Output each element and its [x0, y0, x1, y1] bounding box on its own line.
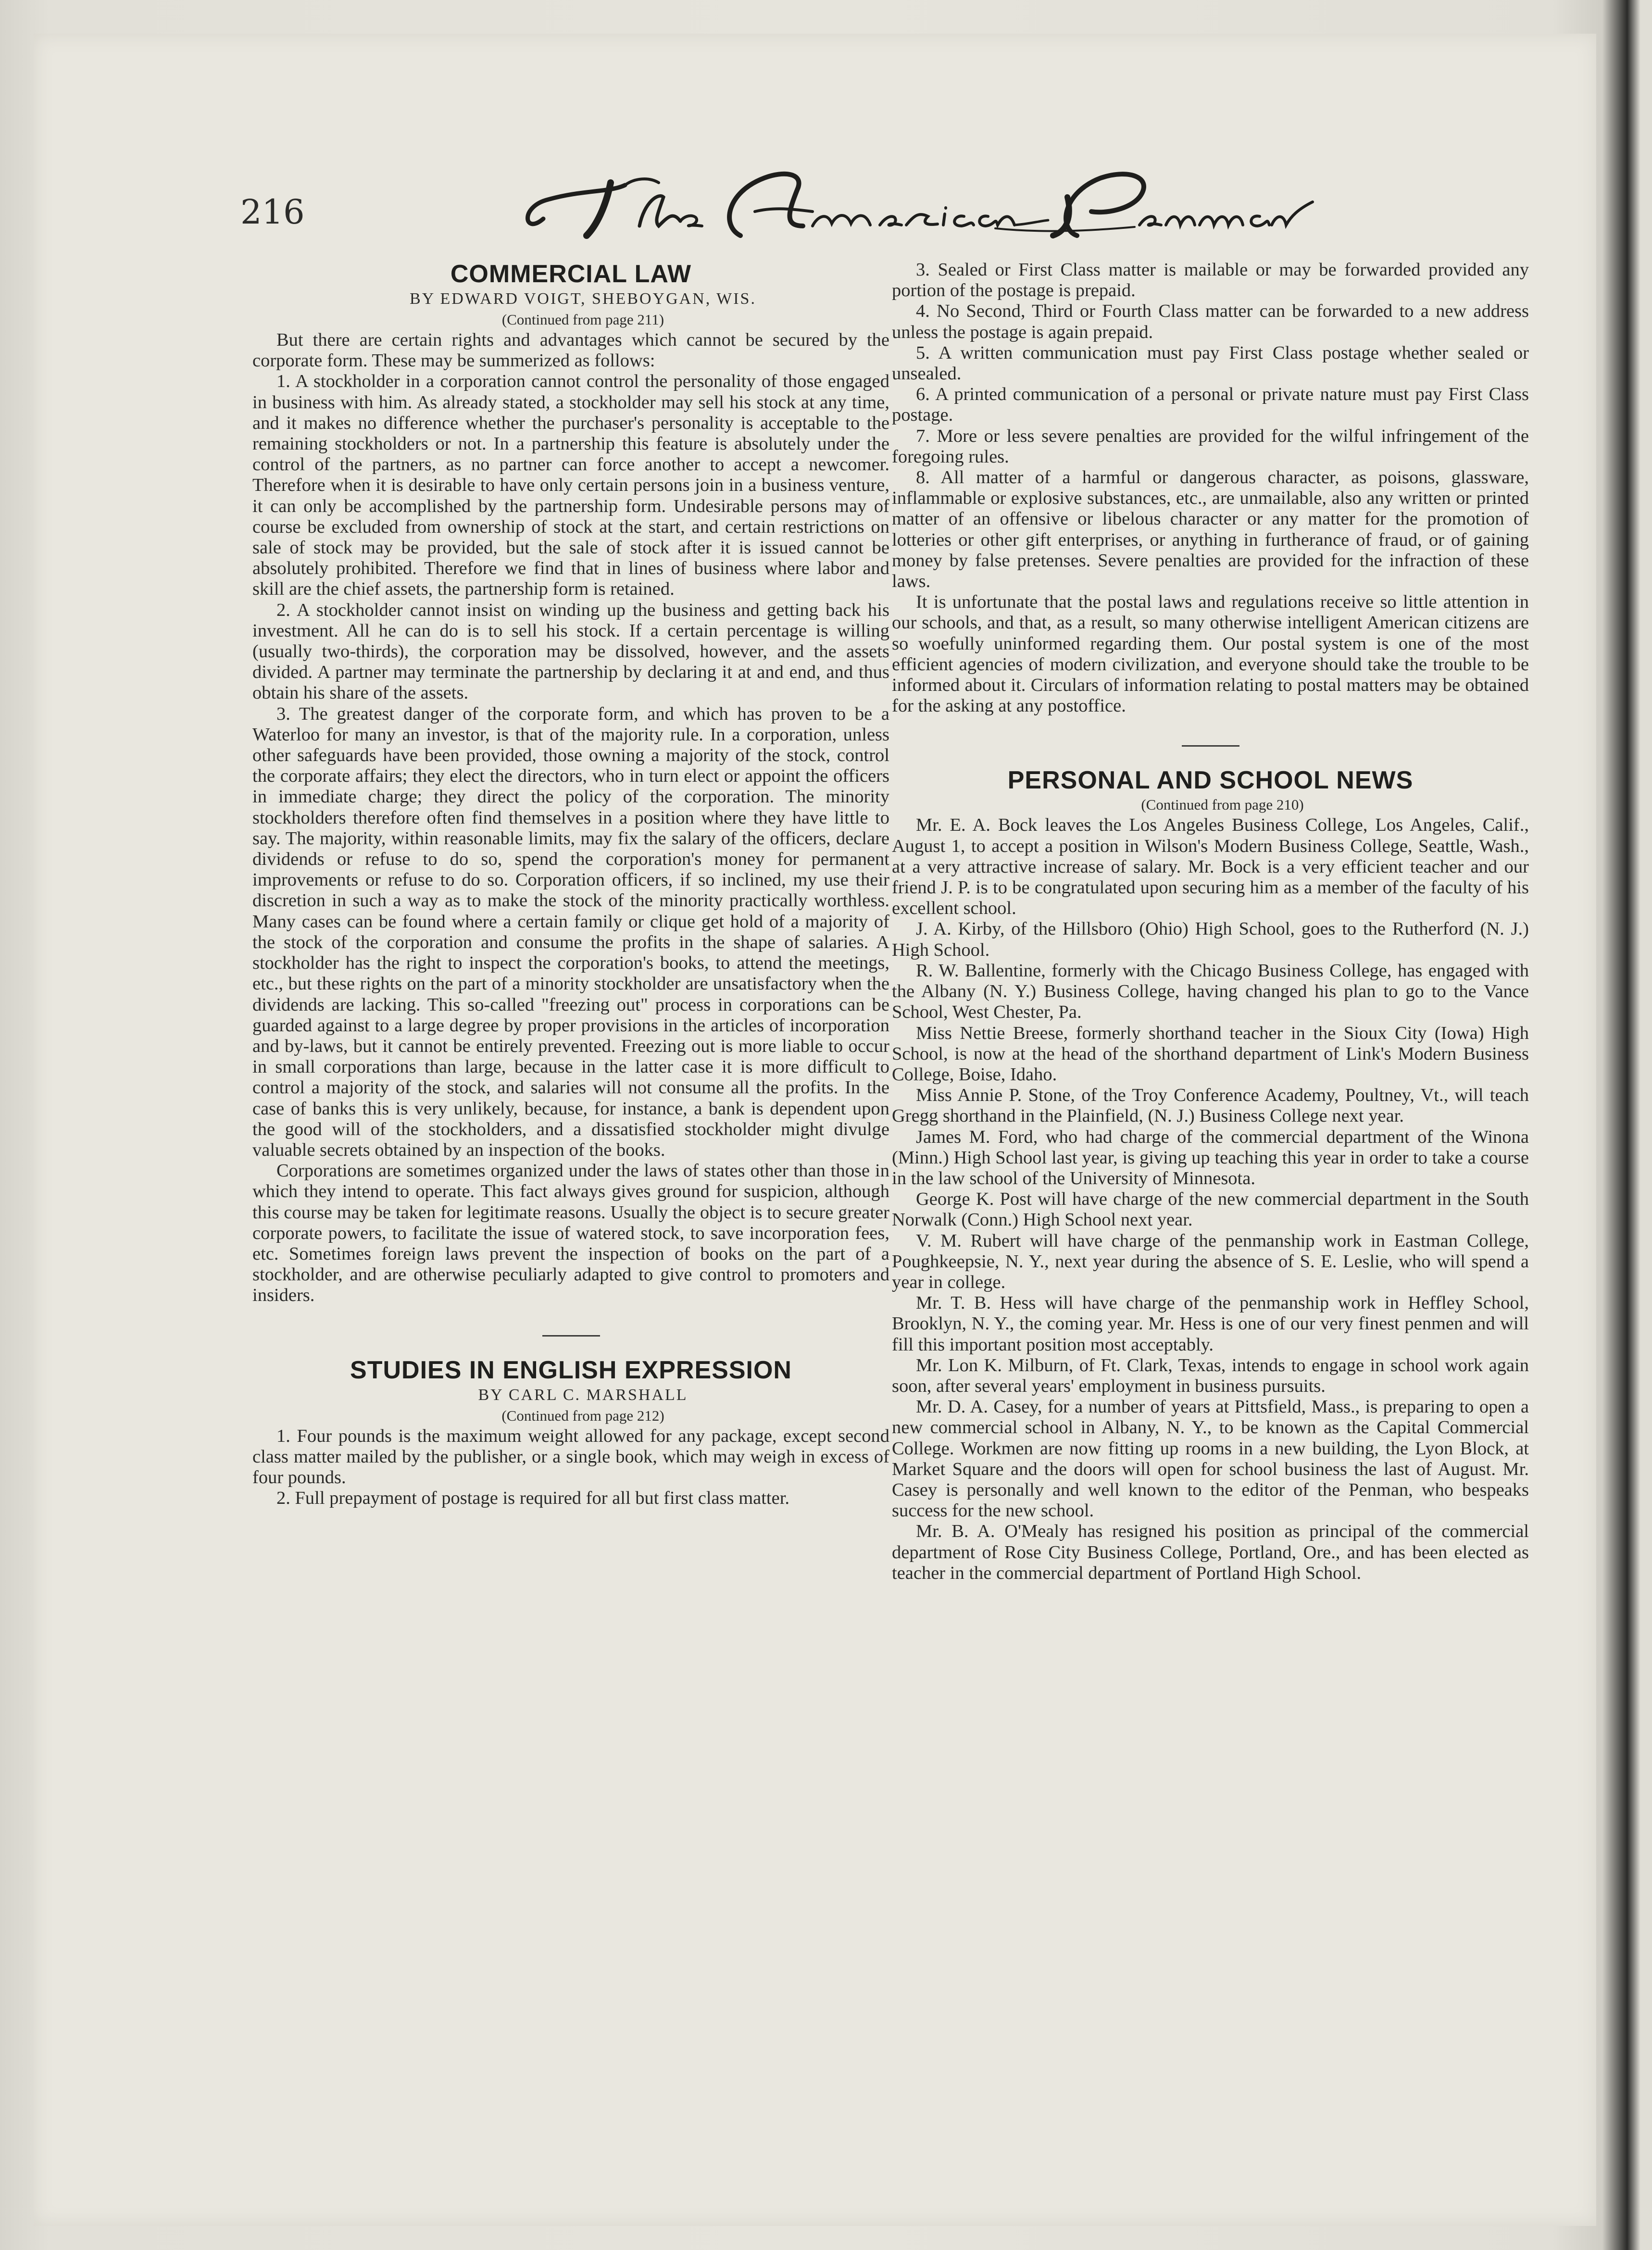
studies-paragraph: 6. A printed communication of a personal or private nature must pay First Class postage. — [892, 384, 1529, 425]
studies-paragraph: 2. Full prepayment of postage is required for all but first class matter. — [276, 1488, 790, 1509]
news-item: Mr. D. A. Casey, for a number of years at Pittsfield, Mass., is preparing to open a new commercial school in Albany, N. Y., to be known as the Capital Commercial College. Workmen are now fitting up rooms in a new building, the Lyon Block, at Market Square and the doors will open for school business the last of August. Mr. Casey is personally and well known to the editor of the Penman, who bespeaks success for the new school. — [892, 1397, 1529, 1521]
news-item: Mr. T. B. Hess will have charge of the penmanship work in Heffley School, Brooklyn, N. Y., the coming year. Mr. Hess is one of our very finest penmen and will fill this important position most acceptably. — [892, 1293, 1529, 1355]
commercial-law-title: COMMERCIAL LAW — [450, 260, 692, 288]
commercial-law-paragraph: Corporations are sometimes organized under the laws of states other than those in which they intend to operate. This fact always gives ground for suspicion, although this course may be taken for legitimate reasons. Usually the object is to secure greater corporate powers, to facilitate the issue of watered stock, to save incorporation fees, etc. Sometimes foreign laws prevent the inspection of books on the part of a stockholder, and are otherwise peculiarly adapted to give control to promoters and insiders. — [252, 1161, 889, 1306]
section-divider — [542, 1335, 600, 1337]
news-item: V. M. Rubert will have charge of the penmanship work in Eastman College, Poughkeepsie, N. Y., next year during the absence of S. E. Leslie, who will spend a year in college. — [892, 1230, 1529, 1292]
news-item: Miss Nettie Breese, formerly shorthand teacher in the Sioux City (Iowa) High School, is now at the head of the shorthand department of Link's Modern Business College, Boise, Idaho. — [892, 1023, 1529, 1085]
page-number: 216 — [240, 192, 305, 232]
left-column — [252, 260, 889, 1509]
news-item: J. A. Kirby, of the Hillsboro (Ohio) High School, goes to the Rutherford (N. J.) High School. — [892, 919, 1529, 960]
masthead-script-icon — [514, 163, 1332, 245]
personal-news-title: PERSONAL AND SCHOOL NEWS — [1007, 766, 1414, 795]
news-item: Mr. B. A. O'Mealy has resigned his position as principal of the commercial department of Rose City Business College, Portland, Ore., and has been elected as teacher in the commercial department of Portland High School. — [892, 1521, 1529, 1583]
studies-paragraph: 5. A written communication must pay First Class postage whether sealed or unsealed. — [892, 342, 1529, 384]
news-item: Miss Annie P. Stone, of the Troy Conference Academy, Poultney, Vt., will teach Gregg shorthand in the Plainfield, (N. J.) Business College next year. — [892, 1085, 1529, 1126]
studies-continued-note: (Continued from page 212) — [501, 1407, 664, 1424]
masthead-logo — [514, 163, 1332, 245]
studies-paragraph: 7. More or less severe penalties are provided for the wilful infringement of the foregoing rules. — [892, 425, 1529, 467]
commercial-law-paragraph: 2. A stockholder cannot insist on winding up the business and getting back his investment. All he can do is to sell his stock. If a certain percentage is willing (usually two-thirds), the corporation may be dissolved, however, and the assets divided. A partner may terminate the partnership by declaring it at and end, and thus obtain his share of the assets. — [252, 600, 889, 703]
studies-byline: BY CARL C. MARSHALL — [478, 1386, 688, 1404]
commercial-law-continued-note: (Continued from page 211) — [501, 311, 664, 328]
right-column — [892, 260, 1529, 1584]
studies-paragraph: It is unfortunate that the postal laws and regulations receive so little attention in our schools, and that, as a result, so many otherwise intelligent American citizens are so woefully uninformed regarding them. Our postal system is one of the most efficient agencies of modern civilization, and everyone should take the trouble to be informed about it. Circulars of information relating to postal matters may be obtained for the asking at any postoffice. — [892, 592, 1529, 716]
news-item: Mr. Lon K. Milburn, of Ft. Clark, Texas, intends to engage in school work again soon, after several years' employment in business pursuits. — [892, 1355, 1529, 1396]
commercial-law-paragraph: 1. A stockholder in a corporation cannot control the personality of those engaged in business with him. As already stated, a stockholder may sell his stock at any time, and it makes no difference whether the purchaser's personality is acceptable to the remaining stockholders or not. In a partnership this feature is absolutely under the control of the partners, as no partner can force another to accept a newcomer. Therefore when it is desirable to have only certain persons join in a business venture, it can only be accomplished by the partnership form. Undesirable persons may of course be excluded from ownership of stock at the start, and certain restrictions on sale of stock may be provided, but the sale of stock after it is issued cannot be absolutely prohibited. Therefore we find that in lines of business where labor and skill are the chief assets, the partnership form is retained. — [252, 371, 889, 600]
commercial-law-byline: BY EDWARD VOIGT, SHEBOYGAN, WIS. — [410, 290, 756, 308]
personal-news-continued-note: (Continued from page 210) — [1141, 796, 1304, 813]
studies-paragraph: 1. Four pounds is the maximum weight allowed for any package, except second class matter mailed by the publisher, or a single book, which may weigh in excess of four pounds. — [252, 1425, 889, 1488]
studies-paragraph: 8. All matter of a harmful or dangerous character, as poisons, glassware, inflammable or explosive substances, etc., are unmailable, also any written or printed matter of an offensive or libelous character or any matter for the promotion of lotteries or other gift enterprises, or anything in furtherance of fraud, or of gaining money by false pretenses. Severe penalties are provided for the infraction of these laws. — [892, 467, 1529, 592]
section-divider — [1182, 745, 1239, 747]
news-item: George K. Post will have charge of the new commercial department in the South Norwalk (Conn.) High School next year. — [892, 1189, 1529, 1230]
commercial-law-paragraph: But there are certain rights and advantages which cannot be secured by the corporate form. These may be summerized as follows: — [252, 330, 889, 371]
news-item: James M. Ford, who had charge of the commercial department of the Winona (Minn.) High School last year, is giving up teaching this year in order to take a course in the law school of the University of Minnesota. — [892, 1126, 1529, 1188]
magazine-page — [34, 34, 1596, 2226]
commercial-law-paragraph: 3. The greatest danger of the corporate form, and which has proven to be a Waterloo for many an investor, is that of the majority rule. In a corporation, unless other safeguards have been provided, those owning a majority of the stock, control the corporate affairs; they elect the directors, who in turn elect or appoint the officers in immediate charge; they direct the policy of the corporation. The minority stockholders therefore often find themselves in a position where they have little to say. The majority, within reasonable limits, may fix the salary of the officers, declare dividends or refuse to do so, spend the corporation's money for permanent improvements or refuse to do so. Corporation officers, if so inclined, my use their discretion in such a way as to make the stock of the minority practically worthless. Many cases can be found where a certain family or clique get hold of a majority of the stock of the corporation and consume the profits in the shape of salaries. A stockholder has the right to inspect the corporation's books, to attend the meetings, etc., but these rights on the part of a minority stockholder are unsatisfactory when the dividends are lacking. This so-called "freezing out" process in corporations can be guarded against to a large degree by proper provisions in the articles of incorporation and by-laws, but it cannot be entirely prevented. Freezing out is more liable to occur in small corporations than large, because in the latter case it is more difficult to control a majority of the stock, and salaries will not consume all the profits. In the case of banks this is very unlikely, because, for instance, a bank is dependent upon the good will of the stockholders, and a dissatisfied stockholder might divulge valuable secrets obtained by an inspection of the books. — [252, 703, 889, 1160]
studies-title: STUDIES IN ENGLISH EXPRESSION — [350, 1356, 792, 1384]
studies-paragraph: 4. No Second, Third or Fourth Class matter can be forwarded to a new address unless the postage is again prepaid. — [892, 301, 1529, 342]
studies-paragraph: 3. Sealed or First Class matter is mailable or may be forwarded provided any portion of the postage is prepaid. — [892, 260, 1529, 301]
news-item: R. W. Ballentine, formerly with the Chicago Business College, has engaged with the Albany (N. Y.) Business College, having changed his plan to go to the Vance School, West Chester, Pa. — [892, 960, 1529, 1023]
news-item: Mr. E. A. Bock leaves the Los Angeles Business College, Los Angeles, Calif., August 1, to accept a position in Wilson's Modern Business College, Seattle, Wash., at a very attractive increase of salary. Mr. Bock is a very efficient teacher and our friend J. P. is to be congratulated upon securing him as a member of the faculty of his excellent school. — [892, 815, 1529, 919]
